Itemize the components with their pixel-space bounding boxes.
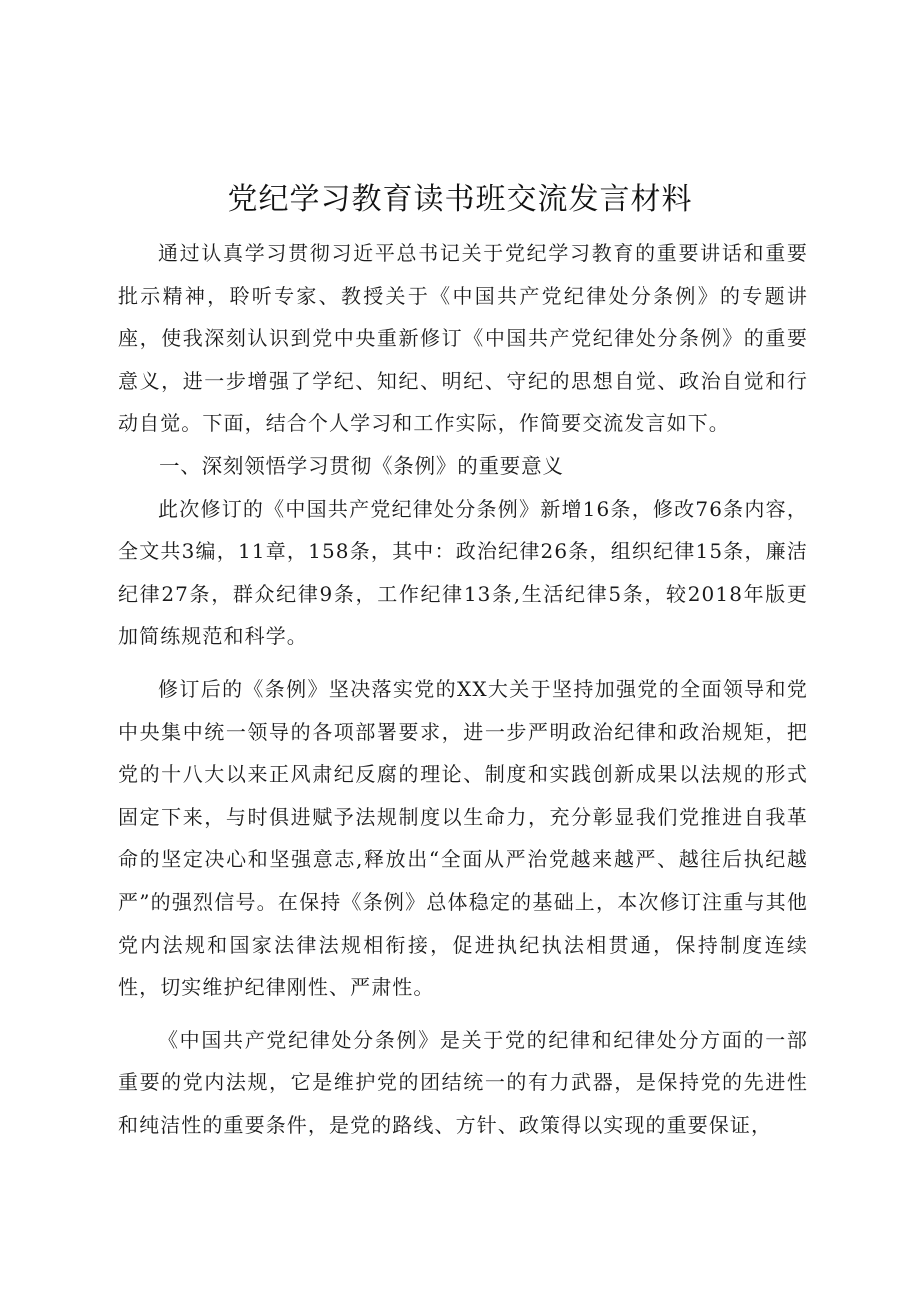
document-title: 党纪学习教育读书班交流发言材料 <box>227 182 693 217</box>
body-paragraph-3: 《中国共产党纪律处分条例》是关于党的纪律和纪律处分方面的一部重要的党内法规，它是维护党的团结统一的有力武器，是保持党的先进性和纯洁性的重要条件，是党的路线、方针、政策得以实现的重要保证， <box>118 1027 808 1137</box>
intro-paragraph: 通过认真学习贯彻习近平总书记关于党纪学习教育的重要讲话和重要批示精神，聆听专家、教授关于《中国共产党纪律处分条例》的专题讲座，使我深刻认识到党中央重新修订《中国共产党纪律处分条例》的重要意义，进一步增强了学纪、知纪、明纪、守纪的思想自觉、政治自觉和行动自觉。下面，结合个人学习和工作实际，作简要交流发言如下。 <box>118 241 808 436</box>
section-heading-1: 一、深刻领悟学习贯彻《条例》的重要意义 <box>159 453 564 478</box>
body-paragraph-2: 修订后的《条例》坚决落实党的XX大关于坚持加强党的全面领导和党中央集中统一领导的各项部署要求，进一步严明政治纪律和政治规矩，把党的十八大以来正风肃纪反腐的理论、制度和实践创新成果以法规的形式固定下来，与时俱进赋予法规制度以生命力，充分彰显我们党推进自我革命的坚定决心和坚强意志,释放出“全面从严治党越来越严、越往后执纪越严”的强烈信号。在保持《条例》总体稳定的基础上，本次修订注重与其他党内法规和国家法律法规相衔接，促进执纪执法相贯通，保持制度连续性，切实维护纪律刚性、严肃性。 <box>118 676 808 1000</box>
document-body <box>118 232 808 1146</box>
body-paragraph-1: 此次修订的《中国共产党纪律处分条例》新增16条，修改76条内容，全文共3编，11章，158条，其中：政治纪律26条，组织纪律15条，廉洁纪律27条，群众纪律9条，工作纪律13条,生活纪律5条，较2018年版更加简练规范和科学。 <box>118 496 808 649</box>
